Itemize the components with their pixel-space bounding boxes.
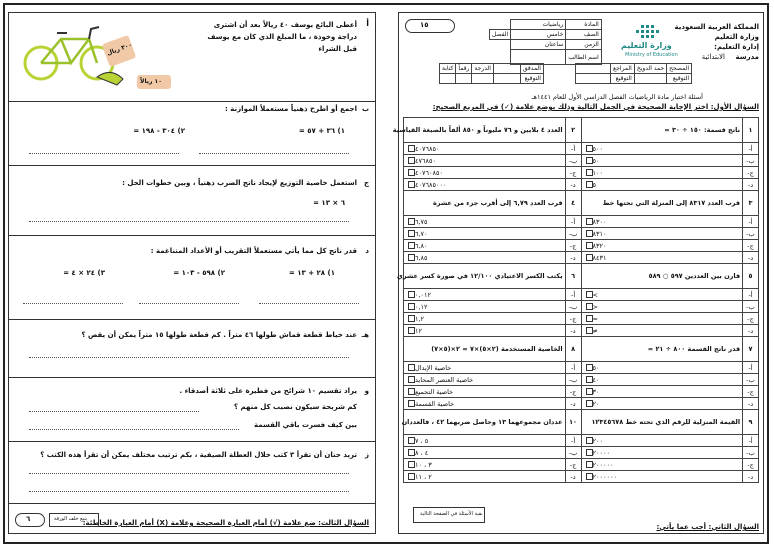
answer-checkbox[interactable] bbox=[408, 388, 415, 395]
option-letter: أ- bbox=[743, 289, 759, 301]
answer-checkbox[interactable] bbox=[586, 242, 593, 249]
question-text: قرب العدد ٦,٧٩ إلى أقرب جزء من عشرة bbox=[404, 191, 566, 216]
mcq-question-row bbox=[404, 264, 759, 289]
student-name-label: اسم الطالب bbox=[566, 50, 602, 65]
option-text: ٤٠٧٦٨٥٠٠٠ bbox=[415, 180, 447, 189]
mcq-option-row bbox=[404, 313, 759, 325]
option-text: ٢٠٠٠٠٠٠ bbox=[592, 472, 617, 481]
mcq-option-row bbox=[404, 325, 759, 337]
answer-checkbox[interactable] bbox=[586, 449, 593, 456]
answer-checkbox[interactable] bbox=[586, 303, 593, 310]
option-text: ١,٢ bbox=[415, 314, 425, 323]
mcq-option-row bbox=[404, 301, 759, 313]
option-text: خاصية الإبدال bbox=[415, 363, 452, 372]
mcq-option-row bbox=[404, 435, 759, 447]
option-text: ٦,٧٠ bbox=[415, 229, 428, 238]
qg-text: تريد حنان أن تقرأ ٣ كتب خلال العطلة الصيفية ، بكم ترتيب مختلف يمكن أن تقرأ هذه الكتب ؟ bbox=[40, 451, 357, 459]
qd-letter: د bbox=[365, 247, 369, 255]
answer-checkbox[interactable] bbox=[408, 327, 415, 334]
option-text: ٥٠ bbox=[592, 156, 600, 165]
answer-checkbox[interactable] bbox=[408, 157, 415, 164]
signature-2: التوقيع bbox=[611, 74, 635, 84]
option-text: > bbox=[592, 302, 598, 311]
option-letter: ب- bbox=[743, 155, 759, 167]
left-footer-note: يتبع خلف الورقة bbox=[54, 516, 88, 522]
class-label: الفصل bbox=[490, 30, 511, 40]
option-value bbox=[404, 143, 566, 155]
answer-checkbox[interactable] bbox=[586, 181, 593, 188]
option-text: ٥٠٠ bbox=[592, 144, 603, 153]
option-value bbox=[404, 471, 566, 483]
q3-page-oval bbox=[15, 513, 45, 527]
option-value bbox=[581, 143, 743, 155]
option-letter: أ- bbox=[743, 362, 759, 374]
answer-checkbox[interactable] bbox=[408, 449, 415, 456]
option-text: خاصية التجميع bbox=[415, 387, 454, 396]
option-value bbox=[581, 167, 743, 179]
grade-word-label: كتابة bbox=[440, 64, 456, 74]
option-letter: د- bbox=[743, 398, 759, 410]
school-suffix: الابتدائية bbox=[701, 53, 725, 61]
option-text: ٢٠٠٠٠ bbox=[592, 448, 610, 457]
subject-value: رياضيات bbox=[511, 20, 566, 30]
option-text: ٨٣٢٠ bbox=[592, 241, 607, 250]
question-text: قدر ناتج القسمة ٨٠٠ ÷ ٢١ = bbox=[581, 337, 743, 362]
option-value bbox=[404, 240, 566, 252]
option-letter: ج- bbox=[743, 386, 759, 398]
question-number: ٥ bbox=[743, 264, 759, 289]
question-number: ٢ bbox=[565, 118, 581, 143]
left-footer-box bbox=[49, 513, 99, 527]
signature-1: التوقيع bbox=[667, 74, 692, 84]
mcq-option-row bbox=[404, 459, 759, 471]
option-letter: أ- bbox=[743, 216, 759, 228]
mcq-option-row bbox=[404, 398, 759, 410]
option-value bbox=[581, 313, 743, 325]
answer-checkbox[interactable] bbox=[408, 400, 415, 407]
option-text: ٣ ، ١٠ bbox=[415, 460, 432, 469]
option-text: ٨٣٠٠ bbox=[592, 217, 607, 226]
helmet-price-tag bbox=[137, 75, 171, 89]
option-letter: أ- bbox=[565, 143, 581, 155]
option-letter: د- bbox=[743, 179, 759, 191]
grade-label: الصف bbox=[566, 30, 602, 40]
option-value bbox=[581, 216, 743, 228]
qf-sub-1: كم شريحة سيكون نصيب كل منهم ؟ bbox=[234, 403, 357, 411]
question-number: ١٠ bbox=[565, 410, 581, 435]
mcq-option-row bbox=[404, 143, 759, 155]
option-text: ٤٠٧٦٨٥٠ bbox=[415, 144, 440, 153]
option-text: = bbox=[592, 314, 598, 323]
option-text: ٢٠٠٠٠٠ bbox=[592, 460, 614, 469]
option-text: ٨٤٣١ bbox=[592, 253, 607, 262]
answer-checkbox[interactable] bbox=[408, 364, 415, 371]
option-value bbox=[404, 362, 566, 374]
option-text: ≠ bbox=[592, 326, 598, 335]
answer-checkbox[interactable] bbox=[408, 254, 415, 261]
option-text: ٢٠ bbox=[592, 399, 600, 408]
option-text: ٤ ، ٨ bbox=[415, 448, 429, 457]
mcq-option-row bbox=[404, 471, 759, 483]
option-value bbox=[581, 435, 743, 447]
option-letter: ب- bbox=[565, 228, 581, 240]
option-value bbox=[404, 289, 566, 301]
question-number: ٧ bbox=[743, 337, 759, 362]
mcq-option-row bbox=[404, 179, 759, 191]
qd-text: قدر ناتج كل مما يأتي مستعملاً التقريب أو الأعداد المتناغمة : bbox=[150, 247, 357, 255]
option-letter: د- bbox=[565, 179, 581, 191]
option-letter: ج- bbox=[565, 240, 581, 252]
qb-letter: ب bbox=[361, 105, 369, 113]
answer-checkbox[interactable] bbox=[586, 315, 593, 322]
time-label: الزمن bbox=[566, 40, 602, 50]
answer-checkbox[interactable] bbox=[586, 157, 593, 164]
option-value bbox=[581, 386, 743, 398]
option-letter: أ- bbox=[743, 435, 759, 447]
qb-item-2: ٢) ٣٠٤ - ١٩٨ = bbox=[133, 127, 185, 135]
mcq-question-row bbox=[404, 118, 759, 143]
option-letter: د- bbox=[743, 325, 759, 337]
option-value bbox=[581, 240, 743, 252]
qa-text: أعطى البائع يوسف ٤٠ ريالاً بعد أن اشترى دراجة وخوذة ، ما المبلغ الذي كان مع يوسف قبل الشراء bbox=[207, 21, 357, 53]
option-value bbox=[404, 155, 566, 167]
option-value bbox=[581, 155, 743, 167]
option-text: ٦,٧٥ bbox=[415, 217, 428, 226]
mcq-option-row bbox=[404, 447, 759, 459]
option-text: ٢٠٠ bbox=[592, 436, 603, 445]
option-value bbox=[581, 398, 743, 410]
school-label: مدرسة bbox=[735, 53, 759, 61]
mcq-option-row bbox=[404, 228, 759, 240]
question-number: ١ bbox=[743, 118, 759, 143]
qf-sub-2: بين كيف فسرت باقي القسمة bbox=[254, 421, 357, 429]
option-letter: ب- bbox=[565, 301, 581, 313]
exam-title: أسئلة اختبار مادة الرياضيات الفصل الدراسي الأول للعام ١٤٤١هـ bbox=[531, 93, 703, 101]
answer-checkbox[interactable] bbox=[408, 230, 415, 237]
option-text: ٠,١٢ bbox=[415, 302, 428, 311]
qf-letter: و bbox=[364, 387, 369, 395]
answer-checkbox[interactable] bbox=[408, 218, 415, 225]
option-text: ٦,٨٠ bbox=[415, 241, 428, 250]
admin-label: إدارة التعليم: bbox=[714, 43, 759, 51]
option-letter: ب- bbox=[743, 301, 759, 313]
q2-title: السؤال الثاني: أجب عما يأتي: bbox=[656, 523, 759, 531]
subject-label: المادة bbox=[566, 20, 602, 30]
option-value bbox=[404, 325, 566, 337]
qa-letter: أ bbox=[366, 19, 369, 28]
qb-item-1: ١) ٣٦ + ٥٧ = bbox=[298, 127, 345, 135]
question-number: ٦ bbox=[565, 264, 581, 289]
mcq-option-row bbox=[404, 240, 759, 252]
option-letter: د- bbox=[565, 252, 581, 264]
question-text: قرب العدد ٨٣١٧ إلى المنزلة التي تحتها خط bbox=[581, 191, 743, 216]
answer-checkbox[interactable] bbox=[408, 473, 415, 480]
time-value: ساعتان bbox=[511, 40, 566, 50]
option-letter: ب- bbox=[743, 228, 759, 240]
answer-checkbox[interactable] bbox=[408, 303, 415, 310]
mcq-option-row bbox=[404, 289, 759, 301]
option-letter: أ- bbox=[743, 143, 759, 155]
answer-checkbox[interactable] bbox=[586, 388, 593, 395]
page-number-oval bbox=[405, 19, 455, 33]
answer-checkbox[interactable] bbox=[586, 376, 593, 383]
question-text: العدد ٤ بلايين و ٧٦ مليوناً و ٨٥٠ ألفاً بالصيغة القياسية bbox=[404, 118, 566, 143]
option-text: ٤٠٧٦٠٨٥٠ bbox=[415, 168, 443, 177]
answer-checkbox[interactable] bbox=[408, 376, 415, 383]
option-letter: ب- bbox=[565, 374, 581, 386]
mcq-option-row bbox=[404, 374, 759, 386]
continue-note: بقية الأسئلة في الصفحة التالية bbox=[420, 511, 483, 517]
grade-number-label: رقماً bbox=[456, 64, 472, 74]
qb-text: اجمع أو اطرح ذهنياً مستعملاً الموازنة : bbox=[225, 105, 357, 113]
grade-col-label: الدرجة bbox=[472, 64, 493, 74]
option-letter: د- bbox=[565, 325, 581, 337]
mcq-question-row bbox=[404, 410, 759, 435]
option-letter: ب- bbox=[743, 447, 759, 459]
question-text: القيمة المنزلية للرقم الذي تحته خط ١٢٣٤٥٦٧٨ bbox=[581, 410, 743, 435]
page-number: ١٥ bbox=[420, 21, 429, 29]
option-value bbox=[581, 459, 743, 471]
question-text: عددان مجموعهما ١٣ وحاصل ضربهما ٤٢ ، فالعددان bbox=[404, 410, 566, 435]
graders-table bbox=[575, 63, 692, 84]
option-value bbox=[404, 301, 566, 313]
answer-checkbox[interactable] bbox=[586, 327, 593, 334]
option-value bbox=[404, 313, 566, 325]
option-text: خاصية العنصر المحايد bbox=[415, 375, 474, 384]
mcq-option-row bbox=[404, 155, 759, 167]
qc-letter: ج bbox=[363, 179, 369, 187]
qd-item-1: ١) ٢٨ + ١٣ = bbox=[288, 269, 335, 277]
option-text: ٤٠ bbox=[592, 375, 600, 384]
option-value bbox=[404, 398, 566, 410]
mcq-option-row bbox=[404, 362, 759, 374]
option-text: ٥٠ bbox=[592, 363, 600, 372]
corrector-name: حمد الدويخ bbox=[634, 64, 666, 74]
mcq-option-row bbox=[404, 216, 759, 228]
qe-text: عند خياط قطعة قماش طولها ٤٦ متراً . كم قطعة طولها ١٥ متراً يمكن أن يقص ؟ bbox=[81, 331, 357, 339]
option-value bbox=[581, 362, 743, 374]
option-text: ٤٧٦٨٥٠ bbox=[415, 156, 436, 165]
option-text: ١٠٠ bbox=[592, 168, 603, 177]
helmet-price: ١٠ ريالاً bbox=[140, 78, 162, 85]
option-letter: أ- bbox=[565, 435, 581, 447]
answer-checkbox[interactable] bbox=[408, 169, 415, 176]
bike-price: ٣٠٠ ريال bbox=[106, 41, 134, 57]
continue-arrow-box bbox=[413, 507, 485, 523]
option-value bbox=[581, 301, 743, 313]
kingdom-label: المملكة العربية السعودية bbox=[674, 23, 759, 31]
question-number: ٤ bbox=[565, 191, 581, 216]
answer-checkbox[interactable] bbox=[408, 181, 415, 188]
corrector-label: المصحح bbox=[667, 64, 692, 74]
option-letter: أ- bbox=[565, 216, 581, 228]
option-value bbox=[581, 447, 743, 459]
qc-expression: ٦ × ١٣ = bbox=[313, 199, 345, 207]
answer-checkbox[interactable] bbox=[408, 145, 415, 152]
option-value bbox=[404, 386, 566, 398]
answer-checkbox[interactable] bbox=[408, 291, 415, 298]
option-value bbox=[581, 252, 743, 264]
option-text: ٠,٠١٢ bbox=[415, 290, 432, 299]
option-text: ٥ ، ٧ bbox=[415, 436, 429, 445]
option-letter: ب- bbox=[743, 374, 759, 386]
option-letter: ج- bbox=[565, 313, 581, 325]
option-letter: ج- bbox=[565, 386, 581, 398]
qf-text: يراد تقسيم ١٠ شرائح من فطيرة على ثلاثة أصدقاء . bbox=[179, 387, 357, 395]
answer-checkbox[interactable] bbox=[586, 437, 593, 444]
question-text: قارن بين العددين ٥٩٧ ○ ٥٨٩ bbox=[581, 264, 743, 289]
answer-checkbox[interactable] bbox=[586, 473, 593, 480]
exam-page-left bbox=[8, 12, 376, 534]
option-value bbox=[404, 459, 566, 471]
question-text: ناتج قسمة: ١٥٠ ÷ ٣٠ = bbox=[581, 118, 743, 143]
option-letter: د- bbox=[743, 252, 759, 264]
mcq-question-row bbox=[404, 191, 759, 216]
answer-checkbox[interactable] bbox=[586, 254, 593, 261]
option-letter: ب- bbox=[565, 447, 581, 459]
q3-page-number: ٦ bbox=[26, 515, 31, 523]
answer-checkbox[interactable] bbox=[586, 230, 593, 237]
qe-letter: هـ bbox=[361, 331, 369, 339]
question-number: ٩ bbox=[743, 410, 759, 435]
option-value bbox=[581, 325, 743, 337]
option-value bbox=[404, 216, 566, 228]
option-text: ٦,٨٥ bbox=[415, 253, 428, 262]
answer-checkbox[interactable] bbox=[408, 315, 415, 322]
option-letter: د- bbox=[565, 471, 581, 483]
option-text: < bbox=[592, 290, 598, 299]
question-number: ٣ bbox=[743, 191, 759, 216]
option-text: ٨٣١٠ bbox=[592, 229, 607, 238]
option-letter: ج- bbox=[743, 313, 759, 325]
exam-page-right bbox=[392, 12, 764, 534]
question-text: الخاصية المستخدمة (٢×٥)×٧ = ٢×(٥×٧) bbox=[404, 337, 566, 362]
reviewer-label: المراجع bbox=[611, 64, 635, 74]
option-letter: ج- bbox=[743, 240, 759, 252]
option-letter: أ- bbox=[565, 289, 581, 301]
answer-checkbox[interactable] bbox=[586, 291, 593, 298]
option-letter: ج- bbox=[565, 167, 581, 179]
q3-title: السؤال الثالث: ضع علامة (√) أمام العبارة الصحيحة وعلامة (X) أمام العبارة الخاطئة: bbox=[82, 519, 369, 527]
option-value bbox=[404, 167, 566, 179]
answer-checkbox[interactable] bbox=[586, 145, 593, 152]
answer-checkbox[interactable] bbox=[586, 218, 593, 225]
option-value bbox=[404, 228, 566, 240]
mcq-option-row bbox=[404, 386, 759, 398]
option-letter: ج- bbox=[743, 167, 759, 179]
logo-text-ar: وزارة التعليم bbox=[621, 41, 672, 50]
answer-checkbox[interactable] bbox=[586, 364, 593, 371]
mcq-option-row bbox=[404, 167, 759, 179]
option-letter: د- bbox=[743, 471, 759, 483]
answer-checkbox[interactable] bbox=[408, 461, 415, 468]
option-text: ٥ bbox=[592, 180, 597, 189]
answer-checkbox[interactable] bbox=[586, 169, 593, 176]
checker-label: المدقق bbox=[520, 64, 543, 74]
mcq-question-row bbox=[404, 337, 759, 362]
option-value bbox=[581, 374, 743, 386]
qg-letter: ز bbox=[364, 451, 369, 459]
option-letter: أ- bbox=[565, 362, 581, 374]
q1-title: السؤال الأول: اختر الإجابة الصحيحة في الجمل التالية وذلك بوضع علامة (✓) في المربع الصحيح: bbox=[432, 103, 759, 111]
question-number: ٨ bbox=[565, 337, 581, 362]
answer-checkbox[interactable] bbox=[586, 461, 593, 468]
question-text: يكتب الكسر الاعتيادي ١٢/١٠٠ في صورة كسر عشري bbox=[404, 264, 566, 289]
option-value bbox=[404, 252, 566, 264]
option-letter: ج- bbox=[743, 459, 759, 471]
mcq-table bbox=[392, 117, 759, 483]
option-value bbox=[581, 471, 743, 483]
answer-checkbox[interactable] bbox=[408, 437, 415, 444]
option-value bbox=[581, 179, 743, 191]
qd-item-3: ٣) ٢٤ × ٤ = bbox=[63, 269, 105, 277]
answer-checkbox[interactable] bbox=[586, 400, 593, 407]
option-value bbox=[404, 179, 566, 191]
subject-info-table bbox=[489, 19, 602, 65]
answer-checkbox[interactable] bbox=[408, 242, 415, 249]
option-text: خاصية القسمة bbox=[415, 399, 455, 408]
ministry-label: وزارة التعليم bbox=[714, 33, 759, 41]
option-value bbox=[581, 228, 743, 240]
logo-text-en: Ministry of Education bbox=[625, 52, 678, 58]
signature-3: التوقيع bbox=[520, 74, 543, 84]
option-letter: د- bbox=[565, 398, 581, 410]
option-value bbox=[404, 374, 566, 386]
option-value bbox=[404, 435, 566, 447]
option-value bbox=[581, 289, 743, 301]
grade-value: خامس bbox=[511, 30, 566, 40]
option-value bbox=[404, 447, 566, 459]
qd-item-2: ٢) ٥٩٨ - ١٠٣ = bbox=[173, 269, 225, 277]
option-letter: ب- bbox=[565, 155, 581, 167]
option-text: ٢ ، ١١ bbox=[415, 472, 432, 481]
mcq-option-row bbox=[404, 252, 759, 264]
option-text: ٣٠ bbox=[592, 387, 600, 396]
qc-text: استعمل خاصية التوزيع لإيجاد ناتج الضرب ذهنياً ، وبين خطوات الحل : bbox=[122, 179, 357, 187]
grade-table bbox=[439, 63, 544, 84]
option-text: ١٢ bbox=[415, 326, 422, 335]
option-letter: ج- bbox=[565, 459, 581, 471]
